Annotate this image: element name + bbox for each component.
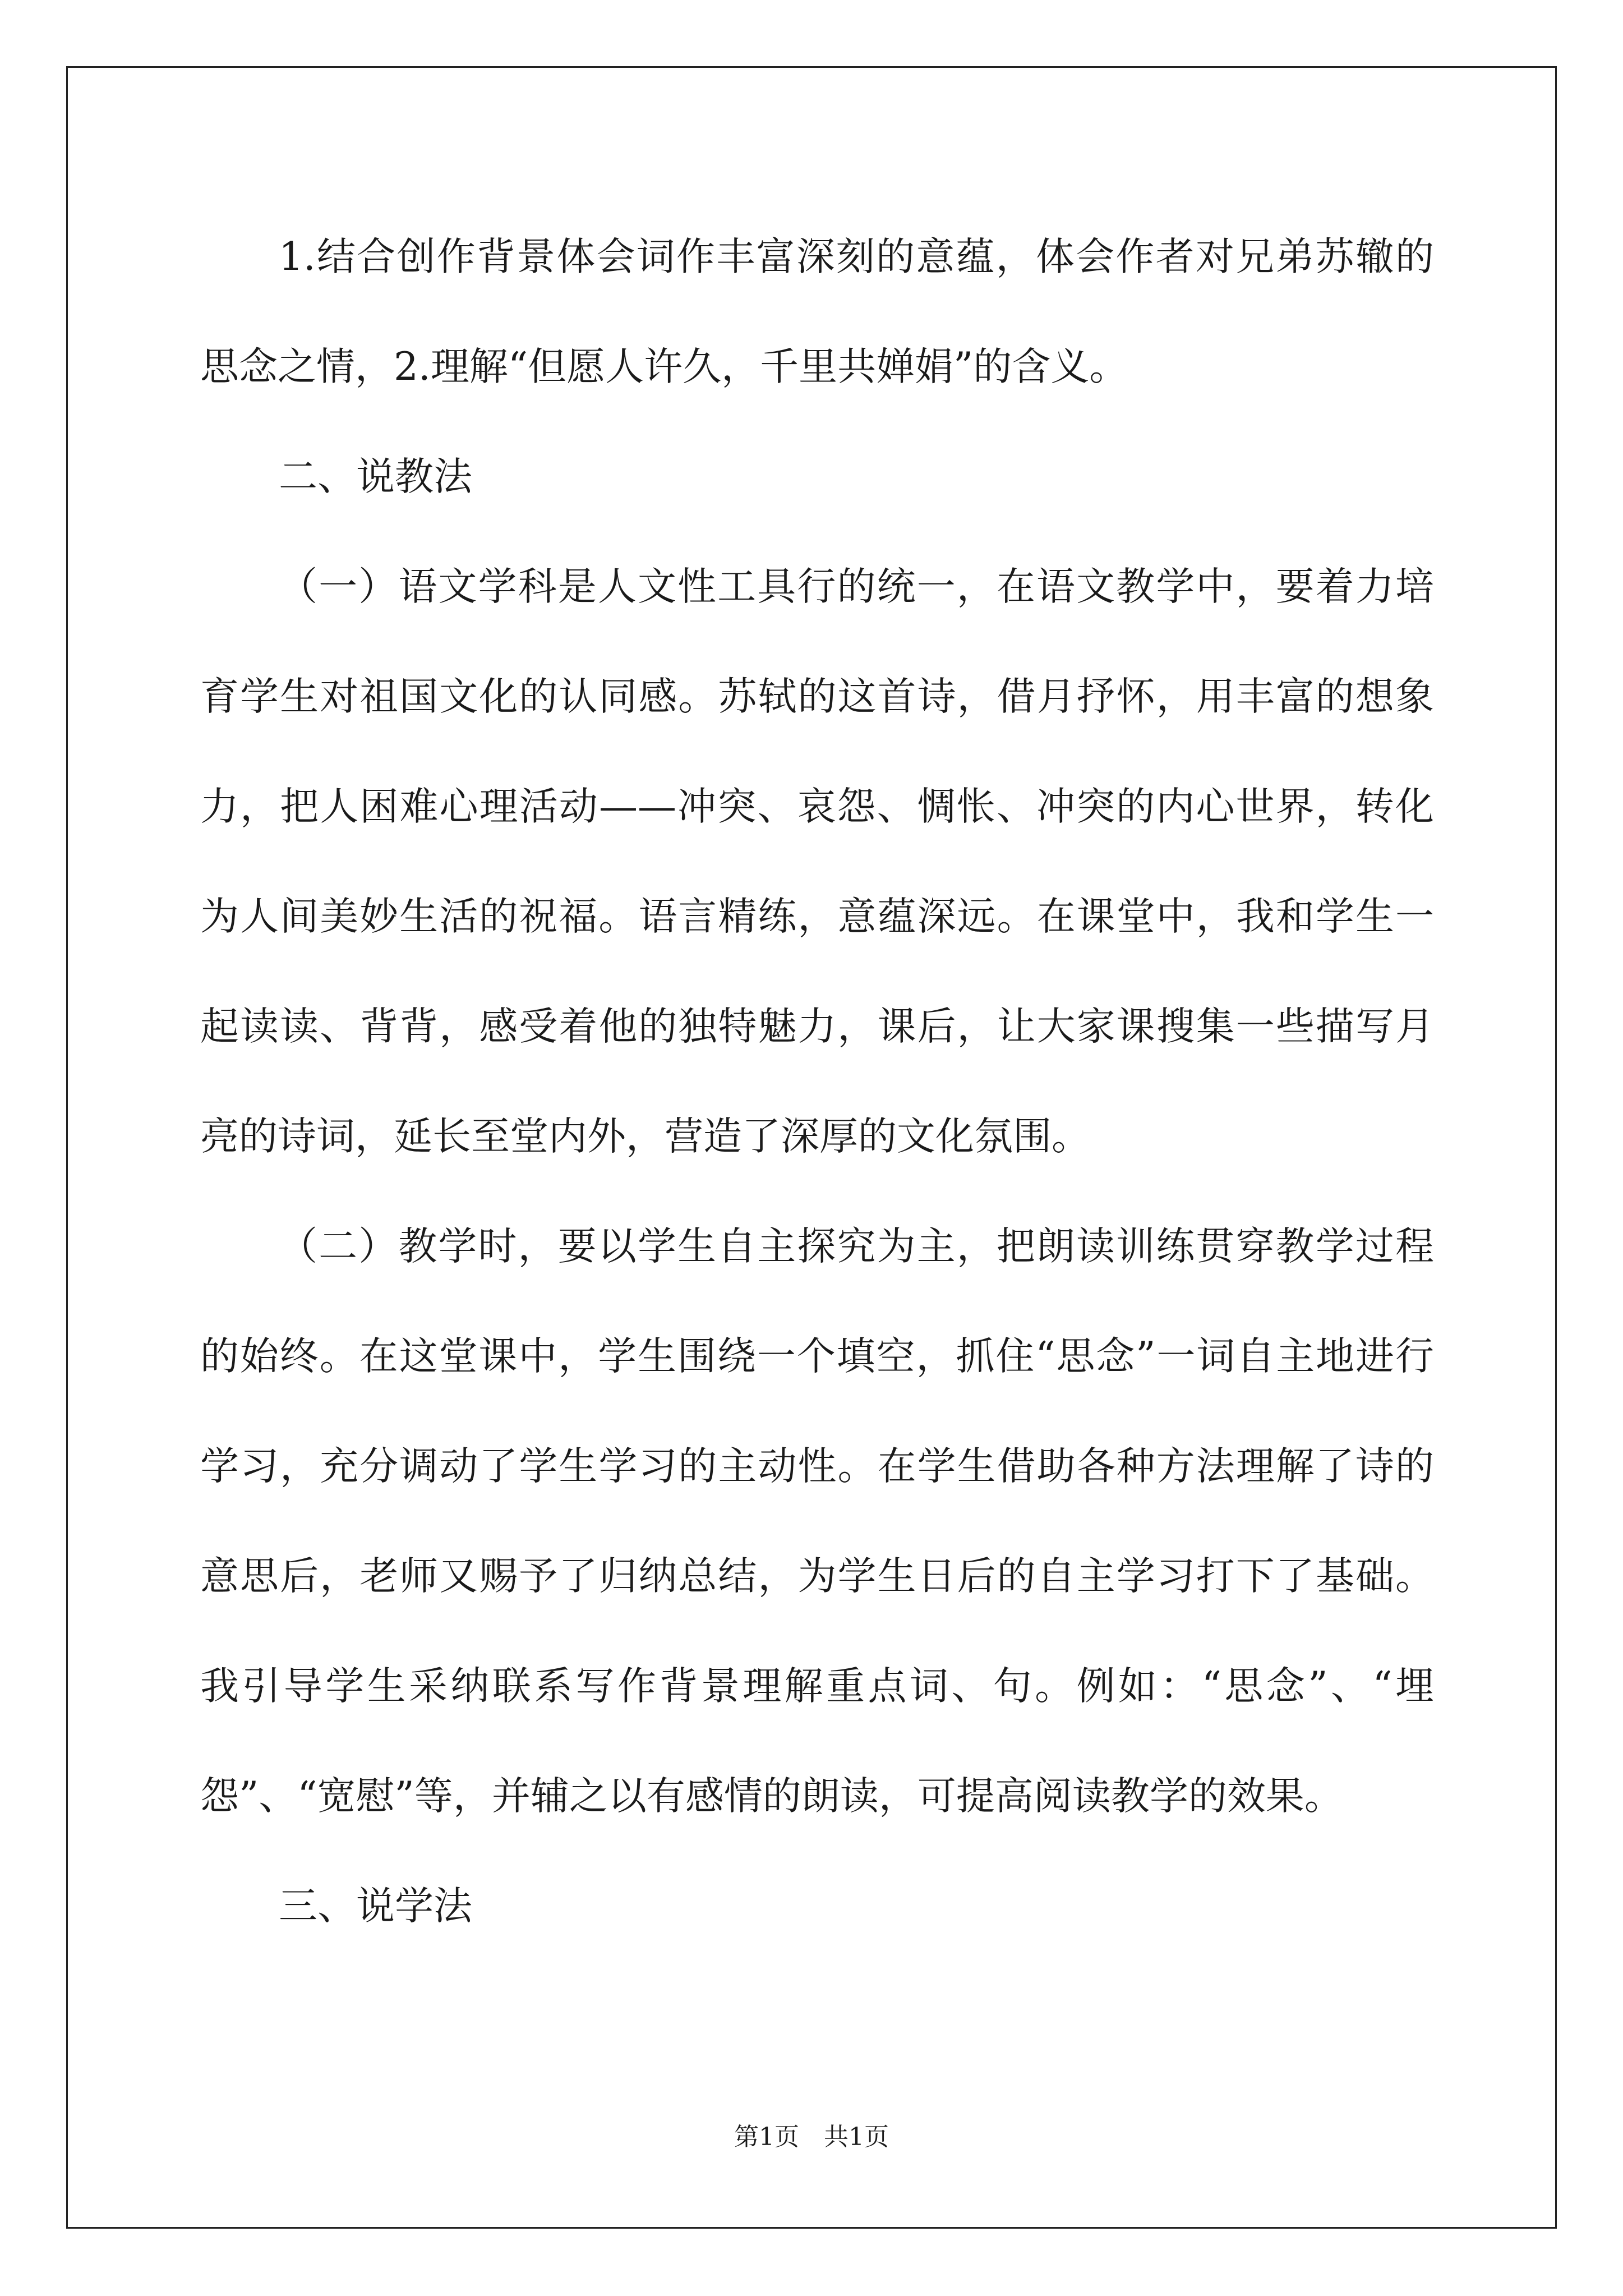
- paragraph-method-2: （二）教学时，要以学生自主探究为主，把朗读训练贯穿教学过程的始终。在这堂课中，学生围绕一个填空，抓住“思念”一词自主地进行学习，充分调动了学生学习的主动性。在学生借助各种方法理解了诗的意思后，老师又赐予了归纳总结，为学生日后的自主学习打下了基础。我引导学生采纳联系写作背景理解重点词、句。例如：“思念”、“埋怨”、“宽慰”等，并辅之以有感情的朗读，可提高阅读教学的效果。: [200, 1224, 1434, 1819]
- section-heading-teaching-method: 二、说教法: [279, 454, 472, 499]
- document-body: [200, 202, 1434, 1961]
- paragraph-method-1: （一）语文学科是人文性工具行的统一，在语文教学中，要着力培育学生对祖国文化的认同感。苏轼的这首诗，借月抒怀，用丰富的想象力，把人困难心理活动——冲突、哀怨、惆怅、冲突的内心世界，转化为人间美妙生活的祝福。语言精练，意蕴深远。在课堂中，我和学生一起读读、背背，感受着他的独特魅力，课后，让大家课搜集一些描写月亮的诗词，延长至堂内外，营造了深厚的文化氛围。: [200, 564, 1434, 1159]
- section-heading-learning-method: 三、说学法: [279, 1884, 472, 1929]
- paragraph-goal: 1.结合创作背景体会词作丰富深刻的意蕴，体会作者对兄弟苏辙的思念之情，2.理解“但愿人许久，千里共婵娟”的含义。: [200, 234, 1434, 389]
- page-footer: 第1页 共1页: [734, 2123, 889, 2151]
